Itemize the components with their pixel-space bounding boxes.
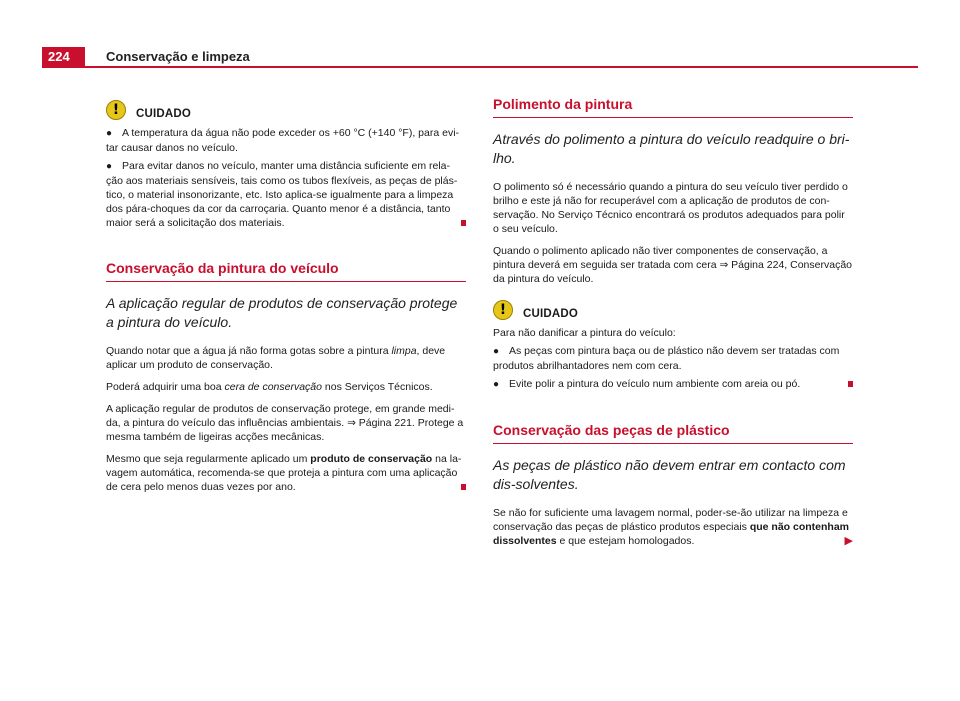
left-column (106, 100, 466, 502)
section-end-mark (848, 381, 853, 387)
exclamation-circle-icon: ! (106, 100, 126, 120)
paragraph: O polimento só é necessário quando a pintura do seu veículo tiver perdido o brilho e este já não for recuperável com a aplicação de produtos de con-servação. No Serviço Técnico encontrará os produtos adequados para polir o seu veículo. (493, 181, 848, 235)
continue-arrow-icon: ▶ (844, 535, 853, 547)
caution-item: ● Evite polir a pintura do veículo num ambiente com areia ou pó. (493, 377, 853, 392)
paragraph: A aplicação regular de produtos de conservação protege, em grande medi-da, a pintura do veículo das influências ambientais. ⇒ Página 221. Protege a mesma também de ligeiras acções mecânicas. (106, 403, 464, 443)
paragraph: Mesmo que seja regularmente aplicado um produto de conservação na la-vagem automática, recomenda-se que proteja a pintura com uma aplicação de cera pelo menos duas vezes por ano. (106, 452, 466, 494)
paragraph: Poderá adquirir uma boa cera de conservação nos Serviços Técnicos. (106, 381, 433, 393)
section-end-mark (461, 484, 466, 490)
caution-list (493, 344, 853, 392)
section-title: Conservação das peças de plástico (493, 422, 853, 444)
section-title: Polimento da pintura (493, 96, 853, 118)
caution-list (106, 126, 466, 230)
section-plastic-care (493, 422, 853, 548)
paragraph: Se não for suficiente uma lavagem normal, poder-se-ão utilizar na limpeza e conservação das peças de plástico produtos especiais que não contenham dissolventes e que estejam homologados. ▶ (493, 507, 853, 547)
section-end-mark (461, 220, 466, 226)
caution-box-right (493, 300, 853, 392)
page-number: 224 (42, 47, 85, 67)
caution-heading (106, 100, 466, 120)
caution-item: ● Para evitar danos no veículo, manter uma distância suficiente em rela-ção aos materiais sensíveis, tais como os tubos flexíveis, as peças de plás-tico, o material insonorizante, etc. Isto aplica-se igualmente para a limpeza dos pára-choques da cor da carroçaria. Quanto menor é a distância, tanto maior será a solicitação dos materiais. (106, 159, 466, 230)
section-lead: A aplicação regular de produtos de conservação protege a pintura do veículo. (106, 295, 458, 330)
paragraph: Quando o polimento aplicado não tiver componentes de conservação, a pintura deverá em seguida ser tratada com cera ⇒ Página 224, Conservação da pintura do veículo. (493, 245, 852, 285)
exclamation-circle-icon: ! (493, 300, 513, 320)
section-lead: Através do polimento a pintura do veículo readquire o bri-lho. (493, 131, 850, 166)
caution-item: ● As peças com pintura baça ou de plástico não devem ser tratadas com produtos abrilhantadores nem com cera. (493, 345, 840, 372)
running-header: Conservação e limpeza (106, 49, 250, 64)
section-polishing (493, 96, 853, 286)
section-title: Conservação da pintura do veículo (106, 260, 466, 282)
header-rule (42, 66, 918, 68)
right-column (493, 96, 853, 556)
caution-heading (493, 300, 853, 320)
caution-title: CUIDADO (136, 108, 192, 120)
caution-intro: Para não danificar a pintura do veículo: (493, 327, 676, 339)
caution-item: ● A temperatura da água não pode exceder os +60 °C (+140 °F), para evi-tar causar danos no veículo. (106, 127, 460, 154)
section-paint-care (106, 260, 466, 494)
paragraph: Quando notar que a água já não forma gotas sobre a pintura limpa, deve aplicar um produto de conservação. (106, 345, 446, 371)
section-lead: As peças de plástico não devem entrar em contacto com dis-solventes. (493, 457, 846, 492)
caution-box-left (106, 100, 466, 230)
caution-title: CUIDADO (523, 308, 579, 320)
